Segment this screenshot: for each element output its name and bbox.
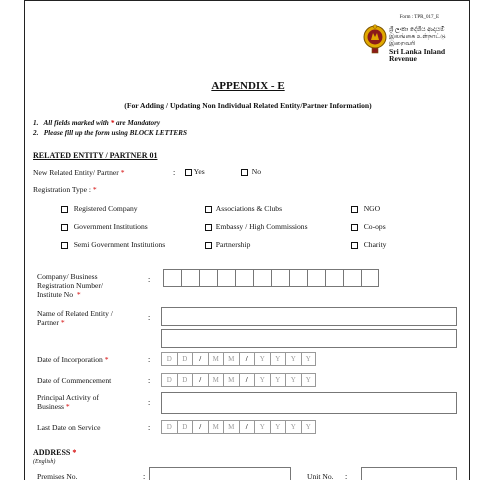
date-separator: / xyxy=(239,352,255,366)
page-title: APPENDIX - E xyxy=(211,80,285,92)
form-number: Form : TPR_017_E xyxy=(399,15,439,20)
char-cell[interactable] xyxy=(235,269,253,287)
colon: : xyxy=(148,275,151,284)
checkbox[interactable] xyxy=(61,224,68,231)
no-option[interactable]: No xyxy=(241,167,261,176)
regtype-government-institutions[interactable]: Government Institutions xyxy=(61,222,148,231)
checkbox[interactable] xyxy=(205,206,212,213)
char-cell[interactable] xyxy=(325,269,343,287)
checkbox[interactable] xyxy=(61,206,68,213)
date-cell[interactable]: D xyxy=(161,352,177,366)
company-reg-label: Company/ Business Registration Number/ Institute No * xyxy=(37,272,104,299)
instruction-2: 2. Please fill up the form using BLOCK LETTERS xyxy=(33,129,187,137)
char-cell[interactable] xyxy=(271,269,289,287)
name-related-input-2[interactable] xyxy=(161,329,457,348)
instruction-1: 1. All fields marked with * are Mandatory xyxy=(33,119,161,127)
no-checkbox[interactable] xyxy=(241,169,248,176)
date-cell[interactable]: D xyxy=(161,373,177,387)
regtype-embassy[interactable]: Embassy / High Commissions xyxy=(205,222,308,231)
date-separator: / xyxy=(192,373,208,387)
date-cell[interactable]: Y xyxy=(270,420,286,434)
principal-activity-input[interactable] xyxy=(161,392,457,414)
date-cell[interactable]: M xyxy=(208,352,224,366)
logo-sinhala: ශ්‍රී ලංකා දේශීය ආදායම් xyxy=(389,26,445,33)
colon: : xyxy=(173,168,176,177)
colon: : xyxy=(148,376,151,385)
checkbox[interactable] xyxy=(351,242,358,249)
regtype-registered-company[interactable]: Registered Company xyxy=(61,204,138,213)
new-related-label: New Related Entity/ Partner * xyxy=(33,168,125,177)
premises-input[interactable] xyxy=(149,467,291,480)
yes-option[interactable]: Yes xyxy=(185,167,205,176)
char-cell[interactable] xyxy=(217,269,235,287)
date-cell[interactable]: D xyxy=(161,420,177,434)
name-related-label: Name of Related Entity / Partner * xyxy=(37,309,113,327)
regtype-partnership[interactable]: Partnership xyxy=(205,240,250,249)
date-cell[interactable]: Y xyxy=(254,420,270,434)
date-cell[interactable]: Y xyxy=(285,420,301,434)
date-separator: / xyxy=(192,352,208,366)
last-date-service-input[interactable] xyxy=(161,420,316,434)
date-commencement-label: Date of Commencement xyxy=(37,376,112,385)
date-incorporation-input[interactable] xyxy=(161,352,316,366)
regtype-semi-government[interactable]: Semi Government Institutions xyxy=(61,240,165,249)
ird-logo-text xyxy=(389,26,469,62)
char-cell[interactable] xyxy=(181,269,199,287)
colon: : xyxy=(148,355,151,364)
date-cell[interactable]: Y xyxy=(270,373,286,387)
colon: : xyxy=(143,472,146,480)
char-cell[interactable] xyxy=(343,269,361,287)
date-cell[interactable]: M xyxy=(208,373,224,387)
regtype-co-ops[interactable]: Co-ops xyxy=(351,222,386,231)
company-reg-input[interactable] xyxy=(163,269,379,287)
date-cell[interactable]: D xyxy=(177,373,193,387)
date-cell[interactable]: M xyxy=(223,373,239,387)
address-language: (English) xyxy=(33,459,56,465)
date-incorporation-label: Date of Incorporation * xyxy=(37,355,109,364)
checkbox[interactable] xyxy=(61,242,68,249)
checkbox[interactable] xyxy=(205,242,212,249)
unit-input[interactable] xyxy=(361,467,457,480)
logo-english: Sri Lanka Inland Revenue xyxy=(389,46,446,63)
premises-label: Premises No. xyxy=(37,472,78,480)
colon: : xyxy=(148,423,151,432)
char-cell[interactable] xyxy=(253,269,271,287)
form-page xyxy=(24,0,470,480)
address-heading: ADDRESS * xyxy=(33,448,77,457)
name-related-input-1[interactable] xyxy=(161,307,457,326)
date-cell[interactable]: M xyxy=(223,352,239,366)
section-heading: RELATED ENTITY / PARTNER 01 xyxy=(33,151,158,160)
char-cell[interactable] xyxy=(199,269,217,287)
checkbox[interactable] xyxy=(351,206,358,213)
principal-activity-label: Principal Activity of Business * xyxy=(37,393,100,411)
date-cell[interactable]: Y xyxy=(285,352,301,366)
date-cell[interactable]: Y xyxy=(254,373,270,387)
char-cell[interactable] xyxy=(163,269,181,287)
logo-tamil: இலங்கை உள்நாட்டு இறைவரி xyxy=(389,33,446,48)
char-cell[interactable] xyxy=(361,269,379,287)
regtype-associations-clubs[interactable]: Associations & Clubs xyxy=(205,204,282,213)
char-cell[interactable] xyxy=(289,269,307,287)
date-cell[interactable]: Y xyxy=(301,352,317,366)
unit-label: Unit No. xyxy=(307,472,334,480)
sri-lanka-emblem-icon xyxy=(363,24,387,54)
date-cell[interactable]: Y xyxy=(301,420,317,434)
date-commencement-input[interactable] xyxy=(161,373,316,387)
date-cell[interactable]: D xyxy=(177,420,193,434)
date-cell[interactable]: Y xyxy=(301,373,317,387)
date-cell[interactable]: M xyxy=(223,420,239,434)
regtype-ngo[interactable]: NGO xyxy=(351,204,380,213)
checkbox[interactable] xyxy=(205,224,212,231)
colon: : xyxy=(345,472,348,480)
date-separator: / xyxy=(239,420,255,434)
date-cell[interactable]: M xyxy=(208,420,224,434)
date-cell[interactable]: Y xyxy=(270,352,286,366)
char-cell[interactable] xyxy=(307,269,325,287)
date-cell[interactable]: Y xyxy=(254,352,270,366)
last-date-service-label: Last Date on Service xyxy=(37,423,101,432)
checkbox[interactable] xyxy=(351,224,358,231)
colon: : xyxy=(148,313,151,322)
registration-type-label: Registration Type : * xyxy=(33,185,97,194)
date-separator: / xyxy=(192,420,208,434)
date-cell[interactable]: D xyxy=(177,352,193,366)
page-subtitle: (For Adding / Updating Non Individual Related Entity/Partner Information) xyxy=(124,101,372,110)
date-cell[interactable]: Y xyxy=(285,373,301,387)
yes-checkbox[interactable] xyxy=(185,169,192,176)
colon: : xyxy=(148,398,151,407)
regtype-charity[interactable]: Charity xyxy=(351,240,386,249)
date-separator: / xyxy=(239,373,255,387)
